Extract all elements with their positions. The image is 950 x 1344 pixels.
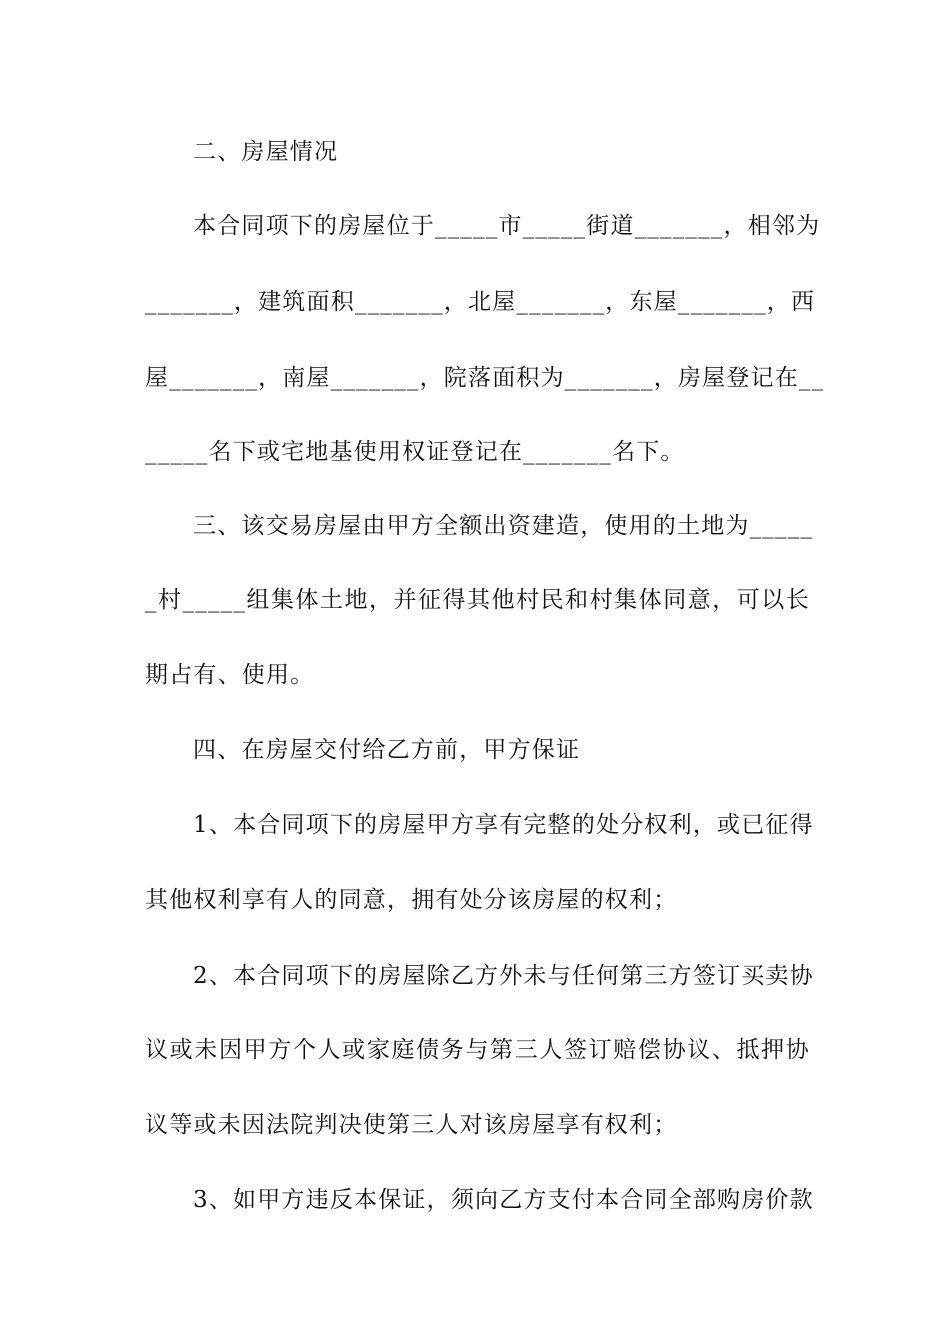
list-item-line: 2、本合同项下的房屋除乙方外未与任何第三方签订买卖协 <box>193 963 814 989</box>
section-heading-guarantee: 四、在房屋交付给乙方前，甲方保证 <box>193 737 581 763</box>
list-item-line: 1、本合同项下的房屋甲方享有完整的处分权利，或已征得 <box>193 812 814 838</box>
list-item-line: 议或未因甲方个人或家庭债务与第三人签订赔偿协议、抵押协 <box>145 1037 810 1063</box>
paragraph-line: 期占有、使用。 <box>145 662 315 688</box>
paragraph-line: _______，建筑面积_______，北屋_______，东屋_______，西 <box>145 289 816 315</box>
paragraph-line: 屋_______，南屋_______，院落面积为_______，房屋登记在__ <box>145 365 825 391</box>
paragraph-line: _村_____组集体土地，并征得其他村民和村集体同意，可以长 <box>145 587 810 613</box>
section-heading-house-status: 二、房屋情况 <box>193 139 339 165</box>
list-item-line: 其他权利享有人的同意，拥有处分该房屋的权利； <box>145 887 678 913</box>
paragraph-line: 三、该交易房屋由甲方全额出资建造，使用的土地为_____ <box>193 513 814 539</box>
paragraph-line: 本合同项下的房屋位于_____市_____街道_______，相邻为 <box>193 213 821 239</box>
list-item-line: 3、如甲方违反本保证，须向乙方支付本合同全部购房价款 <box>193 1187 814 1213</box>
paragraph-line: _____名下或宅地基使用权证登记在_______名下。 <box>145 439 685 465</box>
list-item-line: 议等或未因法院判决使第三人对该房屋享有权利； <box>145 1112 678 1138</box>
